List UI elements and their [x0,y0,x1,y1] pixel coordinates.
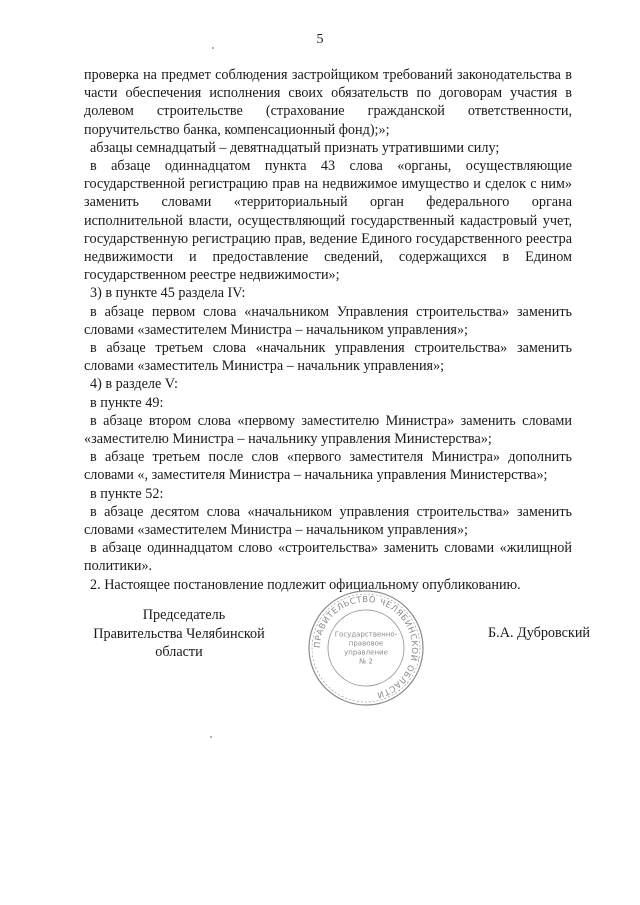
page-number: 5 [316,32,324,47]
document-body [84,66,572,594]
paragraph: в абзаце одиннадцатом пункта 43 слова «органы, осуществляющие государственной регистрацию прав на недвижимое имущество и сделок с ним» заменить словами «территориальный орган федерального органа исполнительной власти, осуществляющий государственный кадастровый учет, государственную регистрацию прав, ведение Единого государственного реестра недвижимости и предоставление сведений, содержащихся в Едином государственном реестре недвижимости»; [84,158,572,284]
paragraph: в абзаце одиннадцатом слово «строительства» заменить словами «жилищной политики». [84,540,572,575]
scan-speck [212,47,214,49]
position-line: Правительства Челябинской области [93,625,265,660]
position-line: Председатель [142,607,226,623]
paragraph: в абзаце третьем после слов «первого заместителя Министра» дополнить словами «, заместителя Министра – начальника управления Министерства»; [84,449,572,484]
paragraph: 2. Настоящее постановление подлежит официальному опубликованию. [90,576,521,593]
svg-text:ПРАВИТЕЛЬСТВО ЧЕЛЯБИНСКОЙ ОБЛА: ПРАВИТЕЛЬСТВО ЧЕЛЯБИНСКОЙ ОБЛАСТИ [311,593,421,701]
signatory-position [84,606,274,662]
paragraph: в абзаце втором слова «первому заместителю Министра» заменить словами «заместителю Министра – начальнику управления Министерства»; [84,412,572,448]
svg-text:Государственно-правовоеуправле: Государственно-правовое управление № 2 [334,630,398,666]
paragraph: в пункте 49: [90,394,164,411]
scan-speck [210,736,212,738]
paragraph: 3) в пункте 45 раздела IV: [90,285,246,302]
paragraph: в абзаце первом слова «начальником Управления строительства» заменить словами «заместителем Министра – начальником управления»; [84,303,572,338]
paragraph: в абзаце десятом слова «начальником управления строительства» заменить словами «заместителем Министра – начальником управления»; [84,503,572,539]
official-seal-stamp [306,588,426,708]
signature-block [0,593,640,701]
paragraph: в пункте 52: [90,485,164,502]
paragraph: в абзаце третьем слова «начальник управления строительства» заменить словами «заместитель Министра – начальник управления»; [84,340,572,375]
signatory-name: Б.А. Дубровский [488,625,591,641]
paragraph: проверка на предмет соблюдения застройщиком требований законодательства в части обеспечения исполнения своих обязательств по договорам участия в долевом строительстве (страхование гражданской ответственности, поручительство банка, компенсационный фонд);»; [84,67,572,138]
paragraph: абзацы семнадцатый – девятнадцатый признать утратившими силу; [90,139,500,156]
paragraph: 4) в разделе V: [90,376,178,393]
